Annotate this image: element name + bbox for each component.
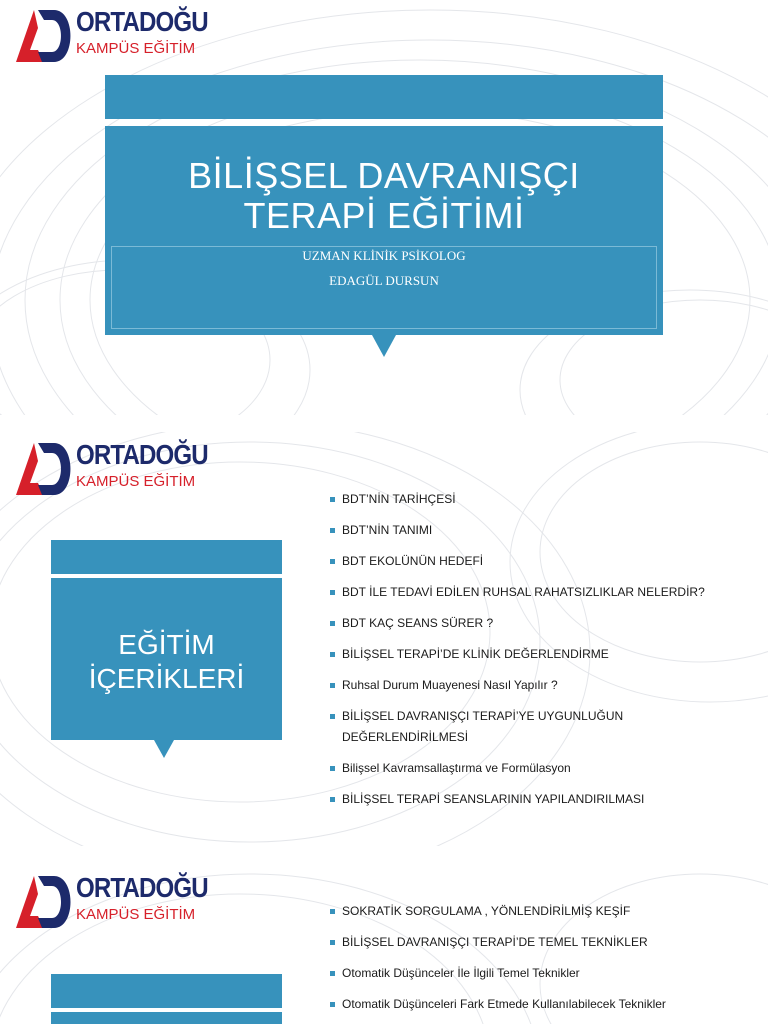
logo-subtitle: KAMPÜS EĞİTİM — [76, 473, 196, 490]
presenter-name: EDAGÜL DURSUN — [329, 273, 439, 288]
side-top-strip — [51, 540, 282, 574]
bullet-square-icon — [330, 590, 335, 595]
slide-gap — [0, 415, 768, 432]
title-line-1: BİLİŞSEL DAVRANIŞÇI — [188, 155, 580, 196]
list-item: Otomatik Düşünceleri Fark Etmede Kullanılabilecek Teknikler — [330, 994, 750, 1015]
logo-name: ORTADOĞU — [76, 872, 208, 903]
logo-subtitle: KAMPÜS EĞİTİM — [76, 40, 196, 57]
bullet-square-icon — [330, 797, 335, 802]
logo — [14, 439, 208, 499]
side-pointer — [154, 740, 174, 758]
logo-name: ORTADOĞU — [76, 439, 208, 470]
section-title-line-1: EĞİTİM — [118, 629, 215, 660]
side-title-box — [51, 578, 282, 740]
list-item: BİLİŞSEL TERAPİ SEANSLARININ YAPILANDIRILMASI — [330, 789, 750, 810]
logo-subtitle: KAMPÜS EĞİTİM — [76, 906, 196, 923]
bullet-square-icon — [330, 971, 335, 976]
slide-contents — [0, 432, 768, 846]
bullet-square-icon — [330, 714, 335, 719]
side-title-box — [51, 1012, 282, 1024]
list-item: Otomatik Düşünceler İle İlgili Temel Teknikler — [330, 963, 750, 984]
slide-contents-continued — [0, 864, 768, 1024]
slide-title — [0, 0, 768, 415]
bullet-square-icon — [330, 652, 335, 657]
contents-list — [330, 901, 750, 1015]
list-item: SOKRATİK SORGULAMA , YÖNLENDİRİLMİŞ KEŞİF — [330, 901, 750, 922]
section-title — [51, 628, 282, 696]
bullet-square-icon — [330, 766, 335, 771]
list-item: BİLİŞSEL DAVRANIŞÇI TERAPİ’DE TEMEL TEKNİKLER — [330, 932, 750, 953]
contents-list — [330, 489, 750, 810]
title-pointer — [372, 335, 396, 357]
list-item: BİLİŞSEL TERAPİ’DE KLİNİK DEĞERLENDİRME — [330, 644, 750, 665]
list-item: BDT KAÇ SEANS SÜRER ? — [330, 613, 750, 634]
list-item: Bilişsel Kavramsallaştırma ve Formülasyon — [330, 758, 750, 779]
bullet-square-icon — [330, 528, 335, 533]
bullet-square-icon — [330, 909, 335, 914]
list-item: BDT İLE TEDAVİ EDİLEN RUHSAL RAHATSIZLIKLAR NELERDİR? — [330, 582, 750, 603]
list-item: BİLİŞSEL DAVRANIŞÇI TERAPİ’YE UYGUNLUĞUN DEĞERLENDİRİLMESİ — [330, 706, 750, 748]
bullet-square-icon — [330, 940, 335, 945]
bullet-square-icon — [330, 683, 335, 688]
slide-gap — [0, 846, 768, 864]
logo — [14, 872, 208, 932]
bullet-square-icon — [330, 559, 335, 564]
title-line-2: TERAPİ EĞİTİMİ — [243, 195, 525, 236]
logo-mark-icon — [14, 6, 78, 66]
bullet-square-icon — [330, 1002, 335, 1007]
logo-mark-icon — [14, 872, 78, 932]
list-item: BDT EKOLÜNÜN HEDEFİ — [330, 551, 750, 572]
presenter-role: UZMAN KLİNİK PSİKOLOG — [302, 248, 466, 263]
list-item: BDT’NİN TARİHÇESİ — [330, 489, 750, 510]
list-item: Ruhsal Durum Muayenesi Nasıl Yapılır ? — [330, 675, 750, 696]
title-top-strip — [105, 75, 663, 119]
bullet-square-icon — [330, 497, 335, 502]
title-box — [105, 126, 663, 335]
presentation-title — [105, 156, 663, 236]
side-top-strip — [51, 974, 282, 1008]
section-title-line-2: İÇERİKLERİ — [88, 663, 245, 694]
list-item: BDT’NİN TANIMI — [330, 520, 750, 541]
logo — [14, 6, 208, 66]
logo-mark-icon — [14, 439, 78, 499]
logo-name: ORTADOĞU — [76, 6, 208, 37]
bullet-square-icon — [330, 621, 335, 626]
